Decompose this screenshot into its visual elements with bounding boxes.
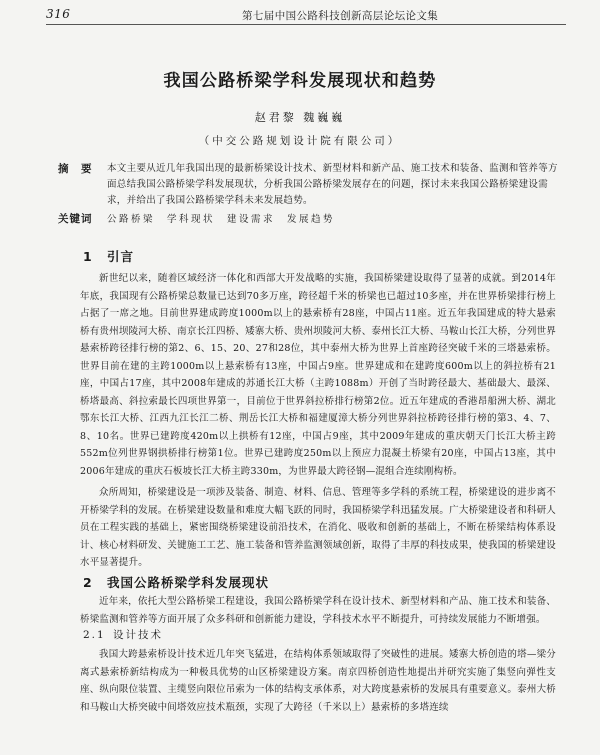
keywords-label: 关键词 — [58, 213, 93, 225]
intro-paragraph-1: 新世纪以来，随着区域经济一体化和西部大开发战略的实施，我国桥梁建设取得了显著的成就。到2014年年底，我国现有公路桥梁总数量已达到70多万座，跨径超千米的桥梁也已超过10多座，并在世界桥梁排行榜上占据了一席之地。目前世界建成跨度1000m以上的悬索桥有28座，中国占11座。近五年我国建成的特大悬索桥有贵州坝陵河大桥、南京长江四桥、矮寨大桥、贵州坝陵河大桥、泰州长江大桥、马鞍山长江大桥，分列世界悬索桥跨径排行榜的第2、6、15、20、27和28位，其中泰州大桥为世界上首座跨径突破千米的三塔悬索桥。世界目前在建的主跨1000m以上悬索桥有13座，中国占9座。世界建成和在建跨度600m以上的斜拉桥有21座，中国占17座，其中2008年建成的苏通长江大桥（主跨1088m）开创了当时跨径最大、基础最大、最深、桥塔最高、斜拉索最长四项世界第一，目前位于世界斜拉桥排行榜第2位。近五年建成的香港昂船洲大桥、湖北鄂东长江大桥、江西九江长江二桥、荆岳长江大桥和福建厦漳大桥分列世界斜拉桥跨径排行榜的第3、4、7、8、10名。世界已建跨度420m以上拱桥有12座，中国占9座，其中2009年建成的重庆朝天门长江大桥主跨552m位列世界钢拱桥排行榜第1位。世界已建跨度250m以上预应力混凝土桥梁有20座，中国占13座，其中2006年建成的重庆石板坡长江大桥主跨330m，为世界最大跨径钢—混组合连续刚构桥。 — [80, 273, 556, 477]
section-number: 2 — [83, 575, 93, 590]
abstract-label: 摘 要 — [58, 163, 93, 175]
abstract-text: 本文主要从近几年我国出现的最新桥梁设计技术、新型材料和新产品、施工技术和装备、监测和管养等方面总结我国公路桥梁学科发展现状，分析我国公路桥梁发展存在的问题，探讨未来我国公路桥梁建设需求，并给出了我国公路桥梁学科未来发展趋势。 — [107, 163, 558, 206]
section-title: 我国公路桥梁学科发展现状 — [107, 575, 270, 590]
subsection-number: 2.1 — [83, 629, 106, 641]
running-header — [46, 6, 566, 25]
authors: 赵君黎 魏巍巍 — [254, 111, 346, 124]
subsection-title: 设计技术 — [113, 629, 163, 641]
page-number: 316 — [46, 7, 71, 21]
section-title: 引言 — [107, 249, 135, 264]
section-heading-introduction — [83, 247, 134, 265]
subsection-heading-design — [83, 627, 163, 642]
design-paragraph-1: 我国大跨悬索桥设计技术近几年突飞猛进，在结构体系领域取得了突破性的进展。矮寨大桥创造的塔—梁分离式悬索桥新结构成为一种极具优势的山区桥梁建设方案。南京四桥创造性地提出并研究实施了集竖向弹性支座、纵向限位装置、主缆竖向限位吊索为一体的结构支承体系，对大跨度悬索桥的发展具有重要意义。泰州大桥和马鞍山大桥突破中间塔效应技术瓶颈，实现了大跨径（千米以上）悬索桥的多塔连续 — [80, 649, 556, 713]
status-paragraph-1: 近年来，依托大型公路桥梁工程建设，我国公路桥梁学科在设计技术、新型材料和产品、施工技术和装备、桥梁监测和管养等方面开展了众多科研和创新能力建设，学科技术水平不断提升，可持续发展能力不断增强。 — [80, 596, 556, 625]
intro-paragraph-2: 众所周知，桥梁建设是一项涉及装备、制造、材料、信息、管理等多学科的系统工程，桥梁建设的进步离不开桥梁学科的发展。在桥梁建设数量和难度大幅飞跃的同时，我国桥梁学科迅猛发展。广大桥梁建设者和科研人员在工程实践的基础上，紧密围绕桥梁建设前沿技术，在消化、吸收和创新的基础上，不断在桥梁结构体系设计、核心材料研发、关键施工工艺、施工装备和管养监测领域创新，取得了丰厚的科技成果，使我国的桥梁建设水平显著提升。 — [80, 487, 556, 568]
paper-title: 我国公路桥梁学科发展现状和趋势 — [163, 71, 437, 91]
journal-title: 第七届中国公路科技创新高层论坛论文集 — [242, 10, 439, 22]
affiliation: （中交公路规划设计院有限公司） — [198, 135, 402, 147]
section-heading-status — [83, 573, 269, 591]
keywords-text: 公路桥梁 学科现状 建设需求 发展趋势 — [107, 214, 336, 225]
section-number: 1 — [83, 249, 93, 264]
